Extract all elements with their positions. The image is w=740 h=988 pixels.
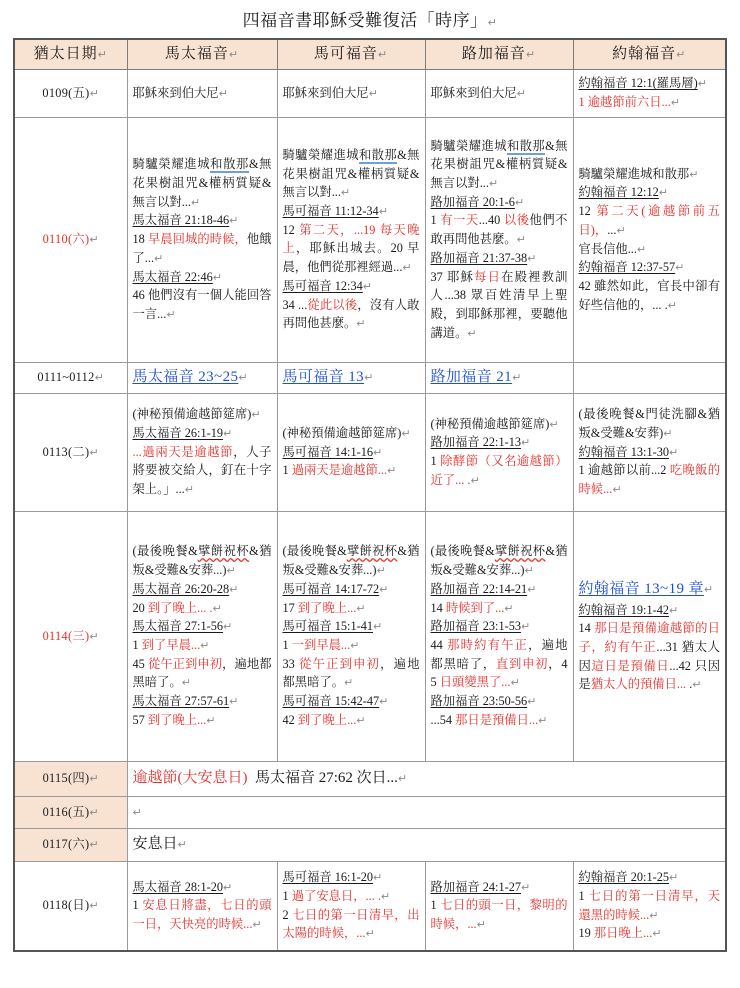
pilcrow-icon: ↵	[89, 629, 99, 643]
row-date-0115: 0115(四)↵	[14, 761, 127, 796]
pilcrow-icon: ↵	[368, 86, 378, 100]
pilcrow-icon: ↵	[373, 620, 383, 634]
scripture-ref: 路加福音 23:50-56	[430, 694, 528, 709]
table-row	[14, 362, 726, 393]
pilcrow-icon: ↵	[238, 371, 248, 385]
pilcrow-icon: ↵	[212, 270, 222, 284]
row-date-0113: 0113(二)↵	[14, 393, 127, 511]
scripture-ref: 約翰福音 12:12	[578, 185, 659, 200]
pilcrow-icon: ↵	[184, 483, 194, 497]
cell-0111-mark	[277, 362, 425, 393]
scripture-ref: 馬可福音 11:12-34	[282, 204, 379, 219]
scripture-quote: 34 ...從此以後，沒有人敢再問他甚麼。↵	[282, 297, 420, 331]
pilcrow-icon: ↵	[504, 601, 514, 615]
page-title-text: 四福音書耶穌受難復活「時序」	[242, 11, 488, 30]
scripture-ref: 馬太福音 27:62 次日...	[255, 770, 398, 787]
pilcrow-icon: ↵	[521, 880, 531, 894]
pilcrow-icon: ↵	[514, 195, 525, 209]
cell-0113-mark: (神秘預備逾越節筵席)↵ 馬可福音 14:1-16↵ 1 過兩天是逾越節...↵	[277, 393, 425, 511]
pilcrow-icon: ↵	[512, 371, 522, 385]
row-date-0116: 0116(五)↵	[14, 796, 127, 828]
scripture-quote: 1 逾越節前六日...	[578, 95, 671, 109]
scripture-ref: 約翰福音 19:1-42	[578, 602, 670, 617]
row-date-0111-0112: 0111~0112↵	[14, 362, 127, 393]
pilcrow-icon: ↵	[362, 279, 372, 293]
pilcrow-icon: ↵	[538, 713, 548, 727]
pilcrow-icon: ↵	[97, 47, 108, 61]
col-header-john: 約翰福音↵	[573, 39, 726, 69]
table-row	[14, 393, 726, 511]
pilcrow-icon: ↵	[94, 371, 105, 385]
cell-0115-span	[127, 761, 726, 796]
scripture-quote: 1 有一天...40 以後他們不敢再問他甚麼。↵	[430, 213, 568, 247]
pilcrow-icon: ↵	[525, 47, 537, 61]
pilcrow-icon: ↵	[379, 582, 389, 596]
table-row	[14, 69, 726, 117]
pilcrow-icon: ↵	[516, 86, 526, 100]
col-header-matthew: 馬太福音↵	[127, 39, 277, 69]
cell-0111-john	[573, 362, 726, 393]
cell-0109-mark: 耶穌來到伯大尼↵	[277, 69, 425, 117]
pilcrow-icon: ↵	[521, 436, 531, 450]
section-note: (神秘預備逾越節筵席)	[282, 425, 402, 440]
scripture-quote: 37 耶穌每日在殿裡教訓人...38 眾百姓清早上聖殿，到耶穌那裡，要聽他講道。↵	[430, 269, 568, 340]
pilcrow-icon: ↵	[377, 47, 389, 61]
pilcrow-icon: ↵	[373, 871, 383, 885]
pilcrow-icon: ↵	[652, 927, 662, 941]
page-title	[0, 0, 740, 38]
pilcrow-icon: ↵	[356, 601, 366, 615]
scripture-ref: 約翰福音 12:1(羅馬層)	[578, 76, 698, 91]
pilcrow-icon: ↵	[132, 805, 142, 819]
cell-0109-john	[573, 69, 726, 117]
scripture-ref: 馬太福音 21:18-46	[132, 213, 230, 228]
pilcrow-icon: ↵	[365, 927, 375, 941]
scripture-quote: 12 第二天，...19 每天晚上，耶穌出城去。20 早晨，他們從那裡經過...↵	[282, 222, 420, 275]
pilcrow-icon: ↵	[612, 483, 622, 497]
table-row	[14, 761, 726, 796]
pilcrow-icon: ↵	[166, 307, 176, 321]
sabbath-label: 安息日	[132, 836, 178, 853]
cell-0109-matthew: 耶穌來到伯大尼↵	[127, 69, 277, 117]
pilcrow-icon: ↵	[190, 195, 201, 209]
cell-0117-span	[127, 828, 726, 861]
row-date-0110: 0110(六)↵	[14, 117, 127, 362]
row-date-0114: 0114(三)↵	[14, 511, 127, 761]
pilcrow-icon: ↵	[218, 86, 228, 100]
pilcrow-icon: ↵	[223, 880, 233, 894]
col-header-luke: 路加福音↵	[425, 39, 573, 69]
passover-label: 逾越節(大安息日)	[132, 770, 248, 787]
pilcrow-icon: ↵	[223, 620, 233, 634]
hosanna-link[interactable]: 和散那	[210, 157, 249, 172]
scripture-ref: 路加福音 20:1-6	[430, 194, 515, 209]
hosanna-link[interactable]: 和散那	[506, 138, 546, 153]
cell-0114-john: 約翰福音 13~19 章↵ 約翰福音 19:1-42↵ 14 那日是預備逾越節的日子，約有午正...31 猶太人因這日是預備日...42 只因是猶太人的預備日... .↵	[573, 511, 726, 761]
pilcrow-icon: ↵	[524, 564, 534, 578]
link-john-13-19[interactable]: 約翰福音 13~19 章	[578, 580, 704, 597]
pilcrow-icon: ↵	[669, 603, 679, 617]
cell-0118-luke: 路加福音 24:1-27↵ 1 七日的頭一日，黎明的時候，...↵	[425, 861, 573, 951]
pilcrow-icon: ↵	[378, 205, 388, 219]
pilcrow-icon: ↵	[344, 676, 354, 690]
table-row	[14, 828, 726, 861]
pilcrow-icon: ↵	[697, 77, 707, 91]
pilcrow-icon: ↵	[89, 86, 100, 100]
pilcrow-icon: ↵	[212, 601, 222, 615]
pilcrow-icon: ↵	[154, 251, 164, 265]
cell-0116-span	[127, 796, 726, 828]
table-row	[14, 796, 726, 828]
pilcrow-icon: ↵	[226, 564, 236, 578]
row-date-0118: 0118(日)↵	[14, 861, 127, 951]
pilcrow-icon: ↵	[89, 772, 99, 786]
pilcrow-icon: ↵	[401, 426, 411, 440]
cell-0111-luke	[425, 362, 573, 393]
pilcrow-icon: ↵	[229, 695, 239, 709]
pilcrow-icon: ↵	[387, 464, 397, 478]
cell-0118-mark: 馬可福音 16:1-20↵ 1 過了安息日，... .↵ 2 七日的第一日清早，出太陽的時候，...↵	[277, 861, 425, 951]
scripture-ref: 馬太福音 26:20-28	[132, 581, 230, 596]
cell-0113-luke: (神秘預備逾越節筵席)↵ 路加福音 22:1-13↵ 1 除酵節（又名逾越節）近了... .↵	[425, 393, 573, 511]
pilcrow-icon: ↵	[476, 918, 486, 932]
pilcrow-icon: ↵	[488, 177, 499, 191]
pilcrow-icon: ↵	[487, 16, 498, 29]
scripture-ref: 馬可福音 14:1-16	[282, 444, 374, 459]
pilcrow-icon: ↵	[356, 713, 366, 727]
scripture-ref: 馬可福音 12:34	[282, 278, 363, 293]
pilcrow-icon: ↵	[229, 582, 239, 596]
pilcrow-icon: ↵	[397, 772, 408, 786]
pilcrow-icon: ↵	[229, 214, 239, 228]
pilcrow-icon: ↵	[379, 695, 389, 709]
cell-0110-matthew: 騎驢榮耀進城和散那&無花果樹詛咒&權柄質疑&無言以對...↵ 馬太福音 21:18-46↵ 18 早晨回城的時候，他餓了...↵ 馬太福音 22:46↵ 46 他們沒有一個人能回答一言...↵	[127, 117, 277, 362]
pilcrow-icon: ↵	[689, 167, 699, 181]
pilcrow-icon: ↵	[380, 890, 391, 904]
pilcrow-icon: ↵	[663, 426, 673, 440]
pilcrow-icon: ↵	[667, 298, 677, 312]
cell-0118-john: 約翰福音 20:1-25↵ 1 七日的第一日清早，天還黑的時候...↵ 19 那日晚上...↵	[573, 861, 726, 951]
link-matthew-23-25[interactable]: 馬太福音 23~25	[132, 369, 239, 386]
pilcrow-icon: ↵	[177, 838, 187, 852]
pilcrow-icon: ↵	[549, 417, 559, 431]
scripture-ref: 約翰福音 12:37-57	[578, 260, 676, 275]
row-date-0109: 0109(五)↵	[14, 69, 127, 117]
scripture-ref: 路加福音 24:1-27	[430, 879, 522, 894]
pilcrow-icon: ↵	[658, 186, 668, 200]
section-note-emphasis: 擘餅祝杯	[197, 544, 250, 559]
pilcrow-icon: ↵	[364, 371, 374, 385]
scripture-ref: 路加福音 22:1-13	[430, 435, 522, 450]
pilcrow-icon: ↵	[636, 242, 647, 256]
scripture-ref: 約翰福音 20:1-25	[578, 870, 670, 885]
row-date-0117: 0117(六)↵	[14, 828, 127, 861]
pilcrow-icon: ↵	[200, 639, 210, 652]
pilcrow-icon: ↵	[89, 899, 99, 913]
scripture-ref: 馬可福音 15:1-41	[282, 619, 374, 634]
pilcrow-icon: ↵	[350, 639, 360, 652]
pilcrow-icon: ↵	[527, 582, 537, 596]
pilcrow-icon: ↵	[252, 918, 262, 932]
pilcrow-icon: ↵	[373, 445, 383, 459]
pilcrow-icon: ↵	[340, 186, 351, 200]
cell-0110-mark: 騎驢榮耀進城和散那&無花果樹詛咒&權柄質疑&無言以對...↵ 馬可福音 11:12-34↵ 12 第二天，...19 每天晚上，耶穌出城去。20 早晨，他們從那裡經過...↵ 馬可福音 12:34↵ 34 ...從此以後，沒有人敢再問他甚麼。↵	[277, 117, 425, 362]
cell-0118-matthew: 馬太福音 28:1-20↵ 1 安息日將盡，七日的頭一日，天快亮的時候...↵	[127, 861, 277, 951]
pilcrow-icon: ↵	[521, 620, 531, 634]
scripture-ref: 馬可福音 14:17-72	[282, 581, 380, 596]
pilcrow-icon: ↵	[692, 678, 702, 692]
scripture-ref: 路加福音 22:14-21	[430, 581, 528, 596]
pilcrow-icon: ↵	[527, 251, 537, 265]
pilcrow-icon: ↵	[675, 261, 685, 275]
pilcrow-icon: ↵	[670, 96, 680, 109]
pilcrow-icon: ↵	[228, 47, 240, 61]
section-note: (神秘預備逾越節筵席)	[430, 416, 550, 431]
cell-0110-luke: 騎驢榮耀進城和散那&無花果樹詛咒&權柄質疑&無言以對...↵ 路加福音 20:1-6↵ 1 有一天...40 以後他們不敢再問他甚麼。↵ 路加福音 21:37-38↵ 37 耶穌每日在殿裡教訓人...38 眾百姓清早上聖殿，到耶穌那裡，要聽他講道。↵	[425, 117, 573, 362]
link-mark-13[interactable]: 馬可福音 13	[282, 369, 365, 386]
pilcrow-icon: ↵	[89, 805, 99, 819]
pilcrow-icon: ↵	[527, 695, 537, 709]
section-note-emphasis: 擘餅祝杯	[494, 544, 546, 559]
scripture-ref: 路加福音 23:1-53	[430, 619, 522, 634]
pilcrow-icon: ↵	[89, 233, 99, 247]
cell-0114-matthew: (最後晚餐&擘餅祝杯&猶叛&受難&安葬...)↵ 馬太福音 26:20-28↵ 20 到了晚上... .↵ 馬太福音 27:1-56↵ 1 到了早晨...↵ 45 從午正到申初，遍地都黑暗了。↵ 馬太福音 27:57-61↵ 57 到了晚上...↵	[127, 511, 277, 761]
pilcrow-icon: ↵	[676, 47, 687, 61]
pilcrow-icon: ↵	[669, 871, 679, 885]
cell-0110-john: 騎驢榮耀進城和散那↵ 約翰福音 12:12↵ 12 第二天(逾越節前五日)，...↵ 官長信他...↵ 約翰福音 12:37-57↵ 42 雖然如此，官長中卻有好些信他的，... .↵	[573, 117, 726, 362]
cell-0113-john: (最後晚餐&門徒洗腳&猶叛&受難&安葬)↵ 約翰福音 13:1-30↵ 1 逾越節以前...2 吃晚飯的時候...↵	[573, 393, 726, 511]
scripture-ref: 馬太福音 28:1-20	[132, 879, 224, 894]
pilcrow-icon: ↵	[181, 676, 191, 690]
cell-0113-matthew: (神秘預備逾越節筵席)↵ 馬太福音 26:1-19↵ ...過兩天是逾越節，人子將要被交給人，釘在十字架上。」...↵	[127, 393, 277, 511]
pilcrow-icon: ↵	[89, 445, 99, 459]
pilcrow-icon: ↵	[510, 676, 520, 690]
table-row	[14, 861, 726, 951]
section-note-emphasis: 擘餅祝杯	[346, 544, 398, 559]
pilcrow-icon: ↵	[89, 838, 99, 852]
pilcrow-icon: ↵	[223, 426, 233, 440]
hosanna-link[interactable]: 和散那	[358, 147, 398, 162]
scripture-ref: 馬太福音 27:1-56	[132, 619, 224, 634]
link-luke-21[interactable]: 路加福音 21	[430, 369, 513, 386]
table-row	[14, 117, 726, 362]
col-header-date: 猶太日期↵	[14, 39, 127, 69]
scripture-ref: 馬可福音 16:1-20	[282, 870, 374, 885]
pilcrow-icon: ↵	[376, 564, 386, 578]
scripture-ref: 馬太福音 26:1-19	[132, 425, 224, 440]
pilcrow-icon: ↵	[251, 408, 261, 422]
section-note: (神秘預備逾越節筵席)	[132, 407, 252, 422]
scripture-ref: 路加福音 21:37-38	[430, 250, 528, 265]
scripture-ref: 約翰福音 13:1-30	[578, 444, 670, 459]
cell-0111-matthew	[127, 362, 277, 393]
scripture-ref: 馬太福音 27:57-61	[132, 694, 230, 709]
scripture-ref: 馬太福音 22:46	[132, 269, 213, 284]
section-note: (最後晚餐&門徒洗腳&猶叛&受難&安葬)	[578, 407, 720, 440]
pilcrow-icon: ↵	[470, 473, 480, 487]
col-header-mark: 馬可福音↵	[277, 39, 425, 69]
cell-0114-mark: (最後晚餐&擘餅祝杯&猶叛&受難&安葬...)↵ 馬可福音 14:17-72↵ 17 到了晚上...↵ 馬可福音 15:1-41↵ 1 一到早晨...↵ 33 從午正到申初，遍地都黑暗了。↵ 馬可福音 15:42-47↵ 42 到了晚上...↵	[277, 511, 425, 761]
table-row	[14, 511, 726, 761]
gospel-timeline-table	[13, 38, 727, 952]
pilcrow-icon: ↵	[206, 713, 216, 727]
table-header-row	[14, 39, 726, 69]
pilcrow-icon: ↵	[703, 582, 714, 596]
pilcrow-icon: ↵	[616, 223, 626, 237]
pilcrow-icon: ↵	[649, 908, 659, 922]
scripture-ref: 馬可福音 15:42-47	[282, 694, 380, 709]
cell-0114-luke: (最後晚餐&擘餅祝杯&猶叛&受難&安葬...)↵ 路加福音 22:14-21↵ 14 時候到了...↵ 路加福音 23:1-53↵ 44 那時約有午正，遍地都黑暗了，直到申初，45 日頭變黑了...↵ 路加福音 23:50-56↵ ...54 那日是預備日...↵	[425, 511, 573, 761]
pilcrow-icon: ↵	[669, 445, 679, 459]
cell-0109-luke: 耶穌來到伯大尼↵	[425, 69, 573, 117]
